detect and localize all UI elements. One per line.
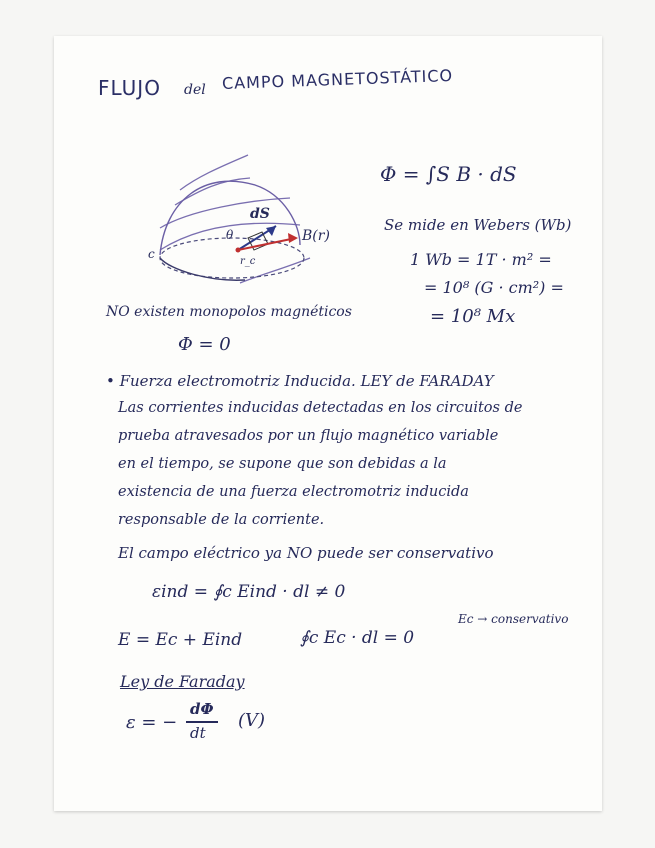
label-theta: θ (226, 228, 234, 242)
eq-econs: ∮c Ec · dl = 0 (300, 628, 415, 648)
units-line-3: = 10⁸ (G · cm²) = (424, 278, 564, 297)
faraday-line-7: El campo eléctrico ya NO puede ser conservativo (118, 544, 494, 562)
units-line-4: = 10⁸ Mx (430, 306, 516, 327)
ley-fraction-bar (186, 721, 218, 723)
ley-denominator: dt (190, 724, 206, 742)
ley-heading: Ley de Faraday (120, 672, 245, 691)
flux-formula: Φ = ∫S B · dS (380, 162, 517, 186)
monopoles-formula: Φ = 0 (178, 334, 231, 355)
faraday-line-6: responsable de la corriente. (118, 512, 325, 528)
title-del: del (184, 82, 206, 98)
ley-unit: (V) (238, 710, 266, 731)
faraday-line-4: en el tiempo, se supone que son debidas a la (118, 456, 447, 472)
faraday-line-5: existencia de una fuerza electromotriz inducida (118, 484, 469, 500)
faraday-line-2: Las corrientes inducidas detectadas en los circuitos de (118, 400, 523, 416)
monopoles-text: NO existen monopolos magnéticos (106, 304, 352, 320)
eq-esum: E = Ec + Eind (118, 630, 243, 650)
eq-econs-note: Ec → conservativo (458, 612, 569, 626)
B-arrowhead (288, 233, 298, 243)
contour-ellipse (160, 238, 304, 278)
faraday-line-3: prueba atravesados por un flujo magnético variable (118, 428, 499, 444)
ley-formula-left: ε = − (126, 712, 178, 733)
label-dS: dS (250, 206, 270, 222)
eq-eind: εind = ∮c Eind · dl ≠ 0 (152, 582, 346, 602)
title-campo: CAMPO MAGNETOSTÁTICO (221, 65, 454, 93)
origin-point (236, 248, 241, 253)
units-line-2: 1 Wb = 1T · m² = (410, 250, 552, 269)
label-rc: r_c (240, 256, 256, 267)
ley-numerator: dΦ (190, 700, 214, 718)
units-line-1: Se mide en Webers (Wb) (384, 216, 572, 234)
label-c: c (148, 247, 155, 261)
title-flujo: FLUJO (98, 76, 161, 100)
label-B: B(r) (302, 228, 330, 244)
contour-front (160, 258, 245, 280)
faraday-line-1: • Fuerza electromotriz Inducida. LEY de FARADAY (106, 372, 494, 390)
